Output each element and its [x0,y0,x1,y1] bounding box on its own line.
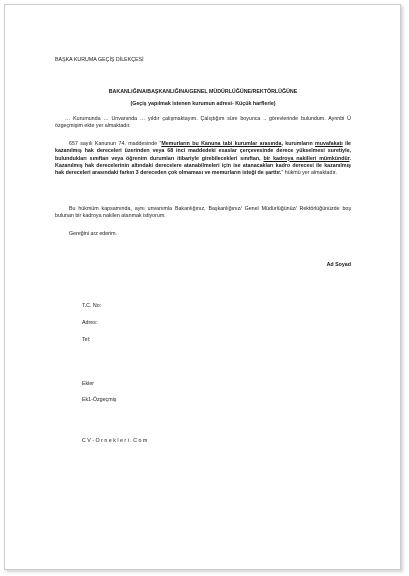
p2-text-c: , kurumların [281,141,316,147]
paragraph-2 [55,141,351,177]
phone-label: Tel: [82,337,91,343]
recipient-heading: BAKANLIĞINA/BAŞKANLIĞINA/GENEL MÜDÜRLÜĞÜNE/REKTÖRLÜĞÜNE [108,89,298,95]
recipient-note: (Geçiş yapılmak istenen kurumun adresi- Küçük harflerle) [130,101,276,107]
document-page [4,4,401,570]
p2-text-b: Memurların bu Kanuna tabi kurumlar arasında [161,141,282,147]
footer-website: C V - O r n e k l e r i . C o m [82,438,148,444]
address-label: Adres: [82,320,98,326]
p2-text-g: . Kazanılmış hak derecelerinin altındaki derecelere atanabilmeleri için ise atanacakları kadro derecesi ile kazanılmış hak dereceleri arasındaki farkın 3 dereceden çok olmaması ve memurların isteği de şarttır. [55,155,351,177]
p2-text-f: bir kadroya nakilleri mümkündür [263,155,350,162]
paragraph-1: … Kurumunda … Unvanında … yıldır çalışmaktayım. Çalıştığım süre boyunca .. görevlerinde bulundum. Aynnbi Ü özgeçmişim ekte yer almaktadır. [55,116,351,130]
paragraph-3: Bu hükmüm kapsamında, aynı unvanımla Bakanlığınız, Başkanlığınız/ Genel Müdürlüğünüz/ Rektörlüğünüzde boş bulunan bir kadroya nakilen atanmak istiyorum. [55,206,351,220]
p2-text-h: " hükmü yer almaktadır. [281,170,337,177]
closing: Gereğini arz ederim. [69,231,117,237]
p2-text-a: 657 sayılı Kanunun 74. maddesinde " [69,141,162,147]
p2-text-d: muvafakatı [315,141,343,147]
tc-no-label: T.C. No: [82,303,102,309]
doc-title: BAŞKA KURUMA GEÇİŞ DİLEKÇESİ [55,57,144,63]
signature-name: Ad Soyad [326,262,351,268]
attachments-heading: Ekler [82,381,95,387]
attachment-item-1: Ek1-Özgeçmiş [82,397,117,403]
p2-text-e: ile kazanılmış hak dereceleri üzerinden veya 68 inci maddedeki esaslar çerçevesinde derece yükselmesi suretiyle, bulundukları sınıftan veya öğrenim durumları itibariyle girebilecekleri sınıftan, [55,141,351,162]
